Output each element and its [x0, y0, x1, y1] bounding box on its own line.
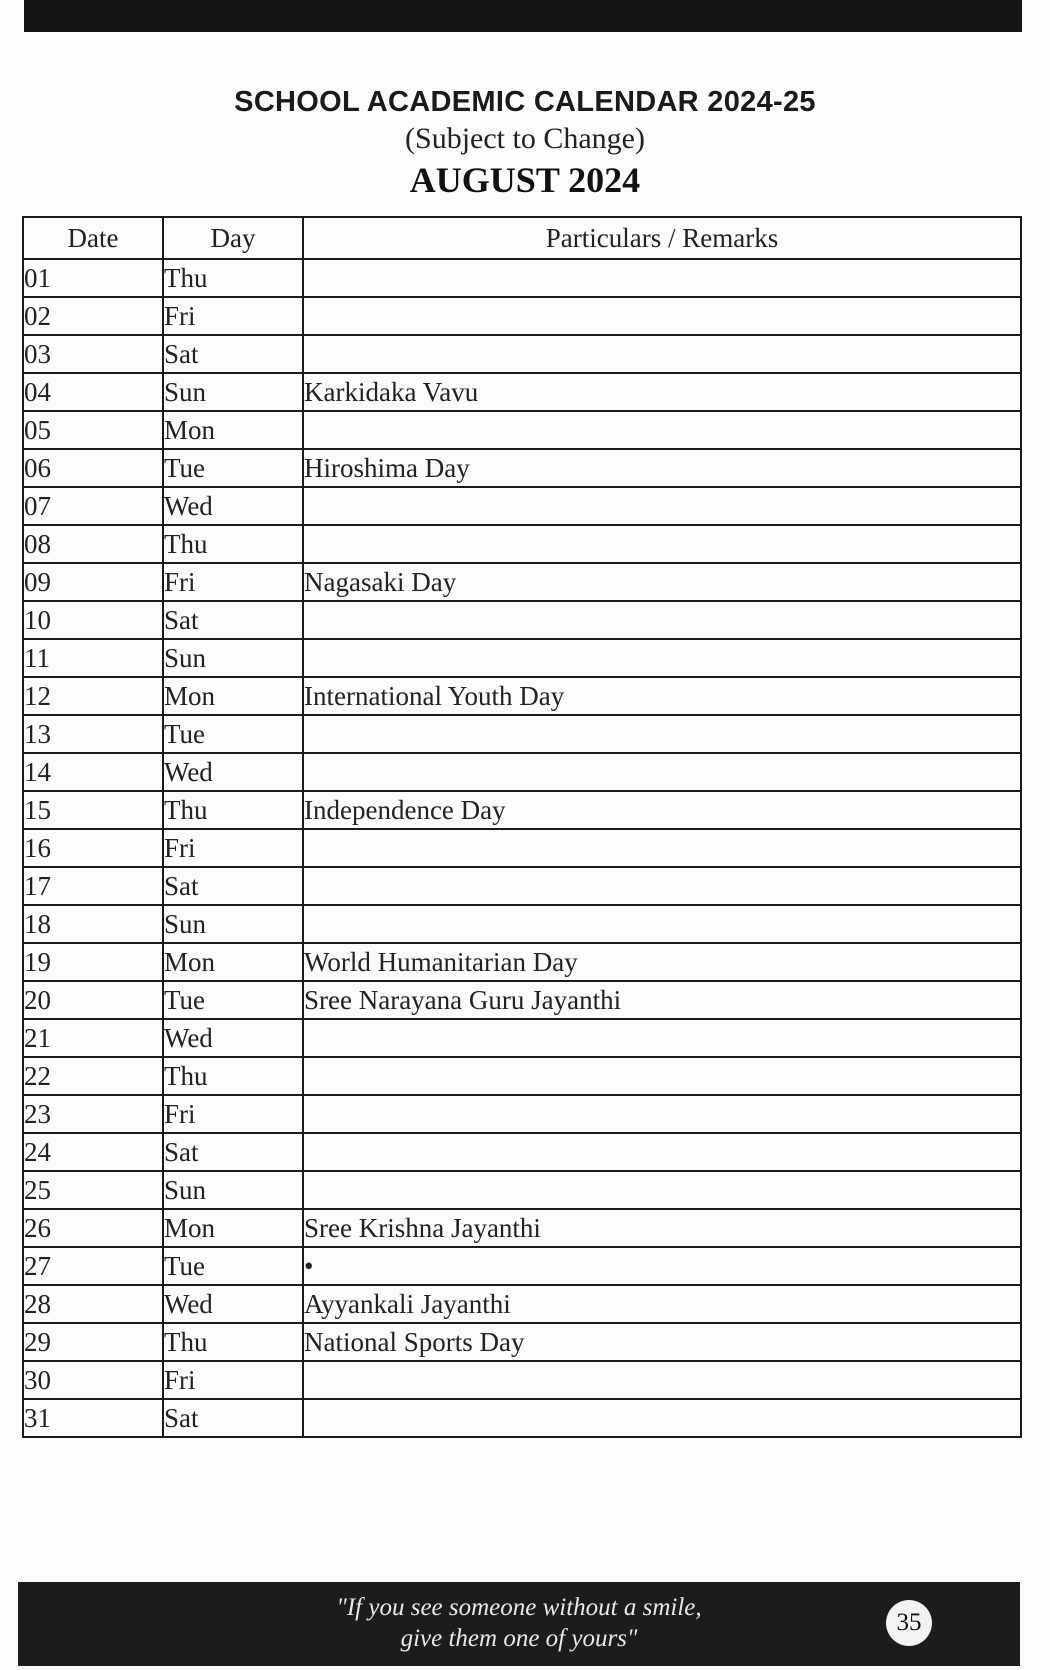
table-row — [23, 1171, 1021, 1209]
day-cell: Sat — [163, 1133, 303, 1171]
date-cell: 10 — [23, 601, 163, 639]
remark-cell — [303, 1057, 1021, 1095]
day-cell: Thu — [163, 791, 303, 829]
day-cell: Mon — [163, 677, 303, 715]
day-cell: Sat — [163, 601, 303, 639]
table-row — [23, 1095, 1021, 1133]
date-cell: 21 — [23, 1019, 163, 1057]
table-row — [23, 1247, 1021, 1285]
table-row — [23, 1057, 1021, 1095]
table-row — [23, 677, 1021, 715]
remark-cell — [303, 1399, 1021, 1437]
day-cell: Thu — [163, 1057, 303, 1095]
remark-cell — [303, 259, 1021, 297]
date-cell: 27 — [23, 1247, 163, 1285]
table-row — [23, 259, 1021, 297]
table-row — [23, 1285, 1021, 1323]
day-cell: Tue — [163, 1247, 303, 1285]
remark-cell — [303, 1019, 1021, 1057]
remark-cell — [303, 297, 1021, 335]
date-cell: 15 — [23, 791, 163, 829]
calendar-table — [22, 216, 1022, 1438]
remark-cell: Karkidaka Vavu — [303, 373, 1021, 411]
remark-cell: World Humanitarian Day — [303, 943, 1021, 981]
date-cell: 08 — [23, 525, 163, 563]
table-row — [23, 791, 1021, 829]
remark-cell — [303, 601, 1021, 639]
table-row — [23, 1019, 1021, 1057]
table-row — [23, 411, 1021, 449]
day-cell: Tue — [163, 449, 303, 487]
date-cell: 07 — [23, 487, 163, 525]
footer-bar — [18, 1582, 1020, 1666]
date-cell: 04 — [23, 373, 163, 411]
day-cell: Fri — [163, 1095, 303, 1133]
table-row — [23, 525, 1021, 563]
day-cell: Sat — [163, 335, 303, 373]
remark-cell — [303, 1095, 1021, 1133]
day-cell: Sat — [163, 867, 303, 905]
remark-cell: Nagasaki Day — [303, 563, 1021, 601]
page-number-badge: 35 — [886, 1600, 932, 1646]
day-cell: Fri — [163, 1361, 303, 1399]
table-row — [23, 563, 1021, 601]
day-cell: Sun — [163, 1171, 303, 1209]
date-cell: 14 — [23, 753, 163, 791]
day-cell: Fri — [163, 563, 303, 601]
remark-cell: Independence Day — [303, 791, 1021, 829]
day-cell: Thu — [163, 525, 303, 563]
date-cell: 05 — [23, 411, 163, 449]
day-cell: Wed — [163, 1285, 303, 1323]
day-cell: Sun — [163, 373, 303, 411]
table-row — [23, 943, 1021, 981]
remark-cell: • — [303, 1247, 1021, 1285]
month-title: AUGUST 2024 — [409, 160, 641, 200]
date-cell: 01 — [23, 259, 163, 297]
day-cell: Thu — [163, 259, 303, 297]
remark-cell — [303, 1361, 1021, 1399]
remark-cell — [303, 1171, 1021, 1209]
day-cell: Fri — [163, 829, 303, 867]
quote-line-2: give them one of yours" — [400, 1625, 638, 1652]
table-row — [23, 867, 1021, 905]
table-row — [23, 829, 1021, 867]
remark-cell: Hiroshima Day — [303, 449, 1021, 487]
date-cell: 29 — [23, 1323, 163, 1361]
quote-line-1: "If you see someone without a smile, — [336, 1594, 702, 1621]
date-cell: 22 — [23, 1057, 163, 1095]
table-row — [23, 905, 1021, 943]
date-cell: 23 — [23, 1095, 163, 1133]
table-row — [23, 639, 1021, 677]
remark-cell — [303, 487, 1021, 525]
table-row — [23, 335, 1021, 373]
calendar-body — [23, 259, 1021, 1437]
table-row — [23, 297, 1021, 335]
day-cell: Wed — [163, 487, 303, 525]
remark-cell: International Youth Day — [303, 677, 1021, 715]
date-cell: 18 — [23, 905, 163, 943]
column-header-date: Date — [23, 217, 163, 259]
table-row — [23, 753, 1021, 791]
remark-cell — [303, 525, 1021, 563]
day-cell: Wed — [163, 753, 303, 791]
date-cell: 02 — [23, 297, 163, 335]
date-cell: 19 — [23, 943, 163, 981]
table-row — [23, 715, 1021, 753]
remark-cell: National Sports Day — [303, 1323, 1021, 1361]
day-cell: Sun — [163, 639, 303, 677]
table-row — [23, 487, 1021, 525]
remark-cell — [303, 1133, 1021, 1171]
table-row — [23, 1323, 1021, 1361]
remark-cell — [303, 867, 1021, 905]
remark-cell: Ayyankali Jayanthi — [303, 1285, 1021, 1323]
day-cell: Sun — [163, 905, 303, 943]
remark-cell: Sree Narayana Guru Jayanthi — [303, 981, 1021, 1019]
date-cell: 09 — [23, 563, 163, 601]
remark-cell — [303, 335, 1021, 373]
remark-cell — [303, 639, 1021, 677]
date-cell: 13 — [23, 715, 163, 753]
table-row — [23, 449, 1021, 487]
date-cell: 30 — [23, 1361, 163, 1399]
remark-cell — [303, 411, 1021, 449]
remark-cell — [303, 905, 1021, 943]
table-row — [23, 1361, 1021, 1399]
remark-cell — [303, 715, 1021, 753]
date-cell: 06 — [23, 449, 163, 487]
remark-cell — [303, 829, 1021, 867]
date-cell: 24 — [23, 1133, 163, 1171]
day-cell: Thu — [163, 1323, 303, 1361]
table-row — [23, 1209, 1021, 1247]
table-header-row — [23, 217, 1021, 259]
date-cell: 16 — [23, 829, 163, 867]
date-cell: 25 — [23, 1171, 163, 1209]
date-cell: 28 — [23, 1285, 163, 1323]
date-cell: 11 — [23, 639, 163, 677]
page-title: SCHOOL ACADEMIC CALENDAR 2024-25 — [234, 86, 816, 118]
table-row — [23, 981, 1021, 1019]
day-cell: Tue — [163, 715, 303, 753]
remark-cell — [303, 753, 1021, 791]
date-cell: 20 — [23, 981, 163, 1019]
table-row — [23, 1133, 1021, 1171]
column-header-remarks: Particulars / Remarks — [303, 217, 1021, 259]
day-cell: Wed — [163, 1019, 303, 1057]
date-cell: 17 — [23, 867, 163, 905]
day-cell: Mon — [163, 943, 303, 981]
day-cell: Mon — [163, 411, 303, 449]
page-heading — [0, 84, 1050, 202]
table-row — [23, 373, 1021, 411]
day-cell: Mon — [163, 1209, 303, 1247]
day-cell: Sat — [163, 1399, 303, 1437]
page-subtitle: (Subject to Change) — [405, 122, 645, 155]
top-border-bar — [24, 0, 1022, 32]
day-cell: Tue — [163, 981, 303, 1019]
date-cell: 12 — [23, 677, 163, 715]
footer-quote — [18, 1592, 1020, 1654]
date-cell: 26 — [23, 1209, 163, 1247]
date-cell: 31 — [23, 1399, 163, 1437]
table-row — [23, 601, 1021, 639]
remark-cell: Sree Krishna Jayanthi — [303, 1209, 1021, 1247]
column-header-day: Day — [163, 217, 303, 259]
date-cell: 03 — [23, 335, 163, 373]
day-cell: Fri — [163, 297, 303, 335]
table-row — [23, 1399, 1021, 1437]
